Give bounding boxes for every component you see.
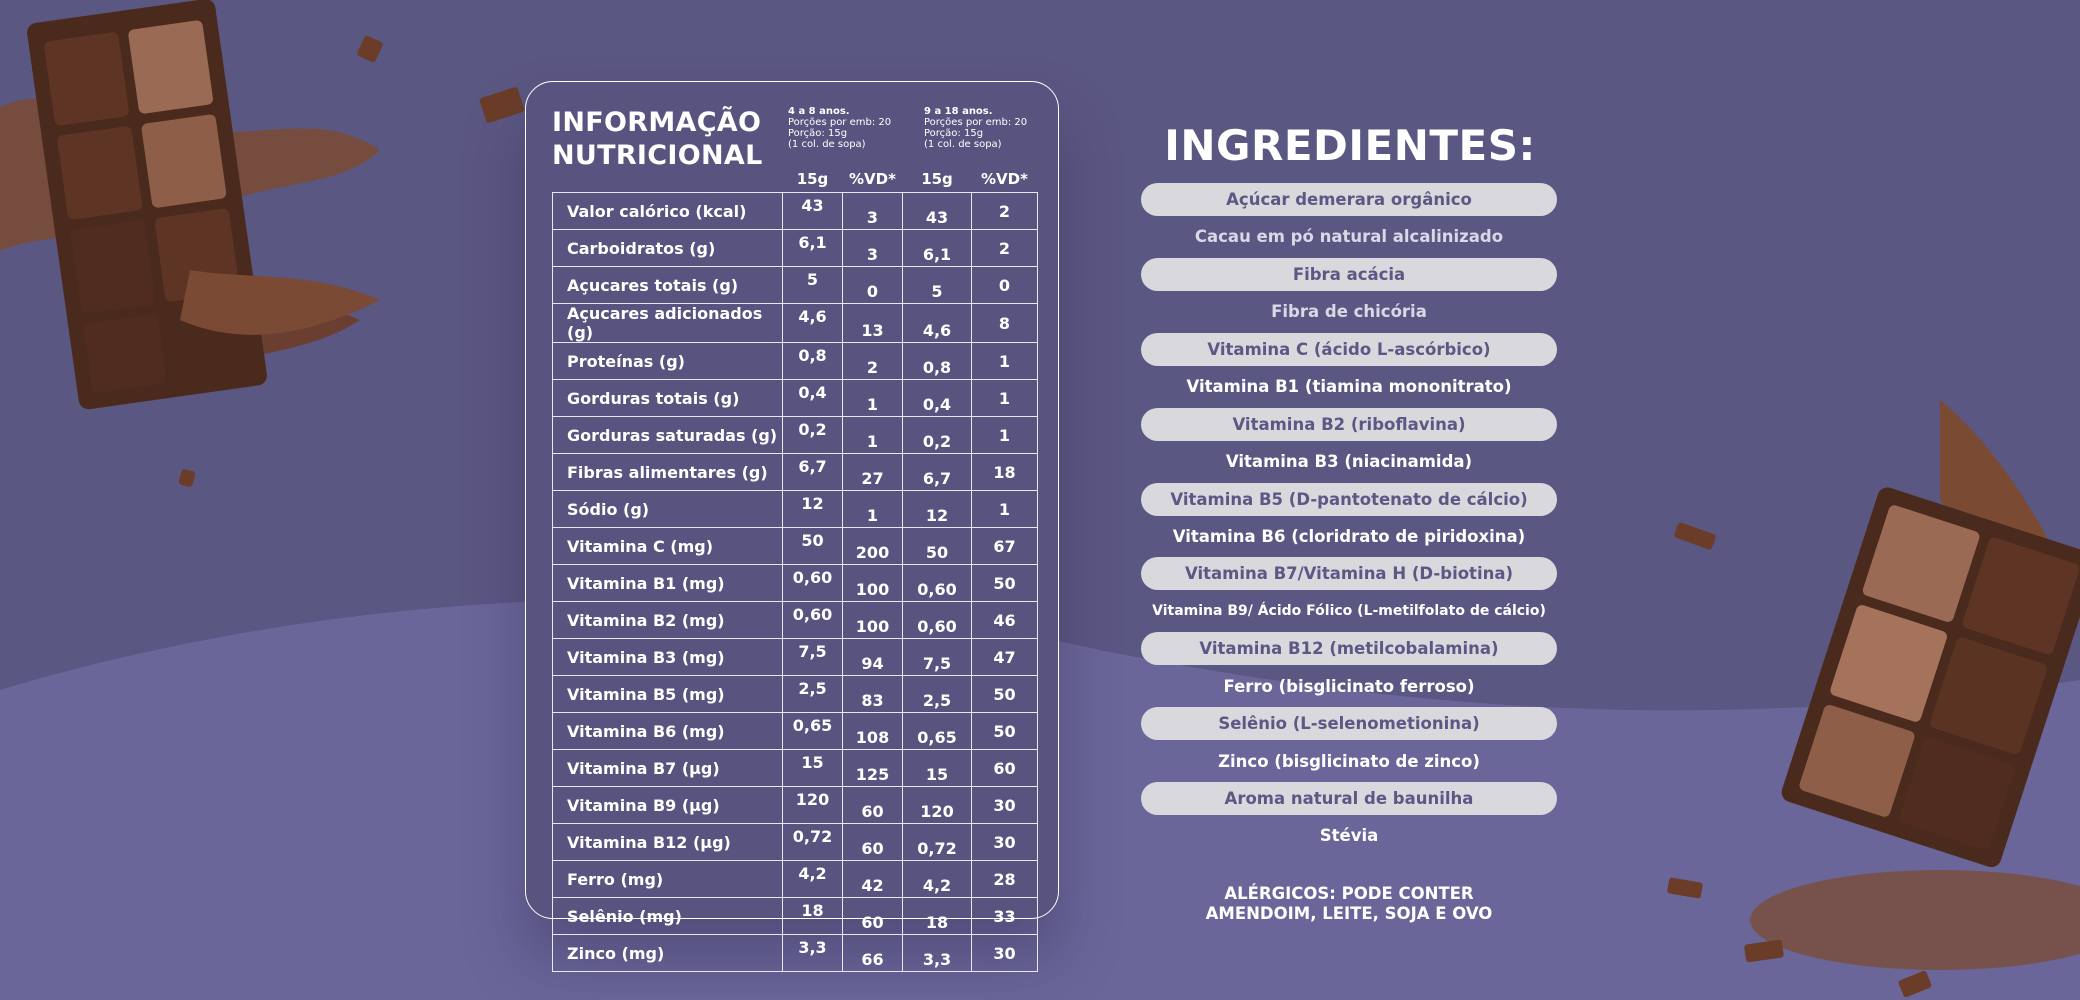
amount-9-18: 5 [903,267,972,304]
dv-9-18: 1 [972,380,1038,417]
chocolate-bar-right-image [1700,360,2080,1000]
nutrition-title-line1: INFORMAÇÃO [552,107,762,138]
ingredient-item: Vitamina B6 (cloridrato de piridoxina) [1172,526,1526,546]
nutrition-row [553,676,1038,713]
dv-4-8: 60 [843,824,903,861]
nutrition-row [553,861,1038,898]
serving-info-9-18 [924,106,1027,150]
dv-4-8: 3 [843,193,903,230]
dv-9-18: 50 [972,565,1038,602]
ingredients-list [1141,183,1557,857]
serving-count: Porções por emb: 20 [924,117,1028,128]
nutrition-row [553,713,1038,750]
ingredient-item: Vitamina B5 (D-pantotenato de cálcio) [1141,483,1557,516]
amount-9-18: 0,4 [903,380,972,417]
dv-9-18: 30 [972,787,1038,824]
serving-age: 9 a 18 anos. [924,106,993,117]
dv-9-18: 50 [972,713,1038,750]
dv-9-18: 2 [972,193,1038,230]
nutrition-row [553,824,1038,861]
amount-4-8: 0,2 [783,417,843,454]
dv-9-18: 46 [972,602,1038,639]
serving-portion: Porção: 15g [924,128,984,139]
nutrient-name: Sódio (g) [553,491,783,528]
column-header: %VD* [981,170,1028,188]
nutrient-name: Vitamina B5 (mg) [553,676,783,713]
nutrition-header-row [553,166,1038,193]
serving-portion: Porção: 15g [788,128,848,139]
amount-9-18: 2,5 [903,676,972,713]
ingredient-item: Vitamina B9/ Ácido Fólico (L-metilfolato de cálcio) [1152,603,1546,620]
dv-9-18: 50 [972,676,1038,713]
amount-9-18: 120 [903,787,972,824]
dv-4-8: 42 [843,861,903,898]
dv-4-8: 1 [843,380,903,417]
dv-9-18: 28 [972,861,1038,898]
dv-4-8: 125 [843,750,903,787]
nutrient-name: Vitamina B9 (µg) [553,787,783,824]
amount-9-18: 4,6 [903,304,972,343]
nutrition-row [553,230,1038,267]
amount-4-8: 12 [783,491,843,528]
dv-9-18: 18 [972,454,1038,491]
amount-4-8: 6,7 [783,454,843,491]
amount-4-8: 43 [783,193,843,230]
nutrition-row [553,528,1038,565]
nutrient-name: Carboidratos (g) [553,230,783,267]
dv-4-8: 27 [843,454,903,491]
dv-4-8: 66 [843,935,903,972]
dv-4-8: 94 [843,639,903,676]
nutrition-title-line2: NUTRICIONAL [552,140,763,171]
amount-4-8: 4,6 [783,304,843,343]
nutrition-row [553,639,1038,676]
amount-9-18: 3,3 [903,935,972,972]
nutrition-row [553,565,1038,602]
ingredient-item: Vitamina B12 (metilcobalamina) [1141,632,1557,665]
amount-9-18: 7,5 [903,639,972,676]
nutrition-row [553,417,1038,454]
amount-4-8: 0,65 [783,713,843,750]
ingredient-item: Stévia [1319,826,1379,846]
column-header: %VD* [849,170,896,188]
nutrition-facts-card [525,81,1059,969]
dv-4-8: 3 [843,230,903,267]
ingredient-item: Ferro (bisglicinato ferroso) [1223,676,1475,696]
amount-4-8: 5 [783,267,843,304]
amount-9-18: 0,2 [903,417,972,454]
amount-4-8: 18 [783,898,843,935]
amount-4-8: 6,1 [783,230,843,267]
ingredient-item: Cacau em pó natural alcalinizado [1194,227,1504,247]
dv-4-8: 60 [843,898,903,935]
nutrition-table [552,166,1038,972]
nutrient-name: Vitamina B2 (mg) [553,602,783,639]
dv-4-8: 0 [843,267,903,304]
amount-4-8: 2,5 [783,676,843,713]
amount-9-18: 6,7 [903,454,972,491]
ingredient-item: Fibra de chicória [1271,302,1427,322]
nutrient-name: Vitamina B12 (µg) [553,824,783,861]
dv-9-18: 1 [972,491,1038,528]
dv-4-8: 13 [843,304,903,343]
dv-4-8: 1 [843,417,903,454]
allergens-line1: ALÉRGICOS: PODE CONTER [1224,884,1474,903]
serving-age: 4 a 8 anos. [788,106,850,117]
dv-9-18: 1 [972,417,1038,454]
ingredient-item: Selênio (L-selenometionina) [1141,707,1557,740]
amount-4-8: 0,72 [783,824,843,861]
nutrition-title [552,106,782,172]
nutrient-name: Vitamina B7 (µg) [553,750,783,787]
amount-4-8: 3,3 [783,935,843,972]
amount-9-18: 43 [903,193,972,230]
ingredient-item: Aroma natural de baunilha [1141,782,1557,815]
ingredient-item: Açúcar demerara orgânico [1141,183,1557,216]
amount-9-18: 0,65 [903,713,972,750]
nutrition-row [553,380,1038,417]
nutrient-header [553,166,783,193]
nutrient-name: Vitamina B6 (mg) [553,713,783,750]
amount-4-8: 50 [783,528,843,565]
dv-4-8: 1 [843,491,903,528]
nutrition-row [553,491,1038,528]
nutrient-name: Fibras alimentares (g) [553,454,783,491]
nutrient-name: Vitamina C (mg) [553,528,783,565]
amount-9-18: 0,60 [903,602,972,639]
amount-4-8: 0,8 [783,343,843,380]
nutrient-name: Proteínas (g) [553,343,783,380]
dv-9-18: 33 [972,898,1038,935]
dv-9-18: 67 [972,528,1038,565]
column-header: 15g [796,170,829,188]
ingredient-item: Fibra acácia [1141,258,1557,291]
ingredient-item: Vitamina B7/Vitamina H (D-biotina) [1141,557,1557,590]
dv-4-8: 108 [843,713,903,750]
amount-9-18: 15 [903,750,972,787]
dv-4-8: 100 [843,602,903,639]
amount-4-8: 120 [783,787,843,824]
amount-9-18: 0,8 [903,343,972,380]
chocolate-bar-left-image [0,0,430,490]
nutrient-name: Açucares adicionados (g) [553,304,783,343]
dv-4-8: 2 [843,343,903,380]
nutrient-name: Valor calórico (kcal) [553,193,783,230]
amount-4-8: 0,60 [783,602,843,639]
nutrition-table-body [553,193,1038,972]
amount-9-18: 18 [903,898,972,935]
ingredients-title: INGREDIENTES: [1164,121,1536,170]
nutrition-row [553,267,1038,304]
nutrient-name: Vitamina B1 (mg) [553,565,783,602]
nutrient-name: Vitamina B3 (mg) [553,639,783,676]
nutrient-name: Ferro (mg) [553,861,783,898]
nutrition-row [553,602,1038,639]
nutrition-row [553,898,1038,935]
amount-9-18: 6,1 [903,230,972,267]
nutrient-name: Açucares totais (g) [553,267,783,304]
dv-4-8: 60 [843,787,903,824]
ingredient-item: Vitamina B3 (niacinamida) [1225,452,1473,472]
nutrition-row [553,935,1038,972]
nutrient-name: Gorduras totais (g) [553,380,783,417]
amount-4-8: 15 [783,750,843,787]
nutrition-row [553,454,1038,491]
nutrition-row [553,750,1038,787]
dv-9-18: 47 [972,639,1038,676]
amount-9-18: 4,2 [903,861,972,898]
amount-4-8: 0,4 [783,380,843,417]
nutrition-row [553,343,1038,380]
amount-9-18: 50 [903,528,972,565]
nutrition-row [553,193,1038,230]
nutrition-row [553,787,1038,824]
serving-info-4-8 [788,106,891,150]
nutrient-name: Selênio (mg) [553,898,783,935]
nutrition-row [553,304,1038,343]
ingredient-item: Vitamina B1 (tiamina mononitrato) [1186,377,1512,397]
amount-9-18: 12 [903,491,972,528]
allergens-warning [1141,884,1557,924]
dv-9-18: 2 [972,230,1038,267]
dv-9-18: 0 [972,267,1038,304]
amount-4-8: 7,5 [783,639,843,676]
dv-4-8: 83 [843,676,903,713]
dv-4-8: 100 [843,565,903,602]
serving-measure: (1 col. de sopa) [788,139,866,150]
dv-9-18: 60 [972,750,1038,787]
ingredient-item: Vitamina B2 (riboflavina) [1141,408,1557,441]
allergens-line2: AMENDOIM, LEITE, SOJA E OVO [1205,904,1493,923]
column-header: 15g [921,170,953,188]
serving-count: Porções por emb: 20 [788,117,892,128]
amount-4-8: 4,2 [783,861,843,898]
ingredient-item: Zinco (bisglicinato de zinco) [1218,751,1480,771]
dv-9-18: 8 [972,304,1038,343]
nutrient-name: Zinco (mg) [553,935,783,972]
dv-4-8: 200 [843,528,903,565]
dv-9-18: 30 [972,824,1038,861]
nutrient-name: Gorduras saturadas (g) [553,417,783,454]
dv-9-18: 30 [972,935,1038,972]
ingredient-item: Vitamina C (ácido L-ascórbico) [1141,333,1557,366]
dv-9-18: 1 [972,343,1038,380]
serving-measure: (1 col. de sopa) [924,139,1002,150]
amount-9-18: 0,72 [903,824,972,861]
amount-9-18: 0,60 [903,565,972,602]
amount-4-8: 0,60 [783,565,843,602]
